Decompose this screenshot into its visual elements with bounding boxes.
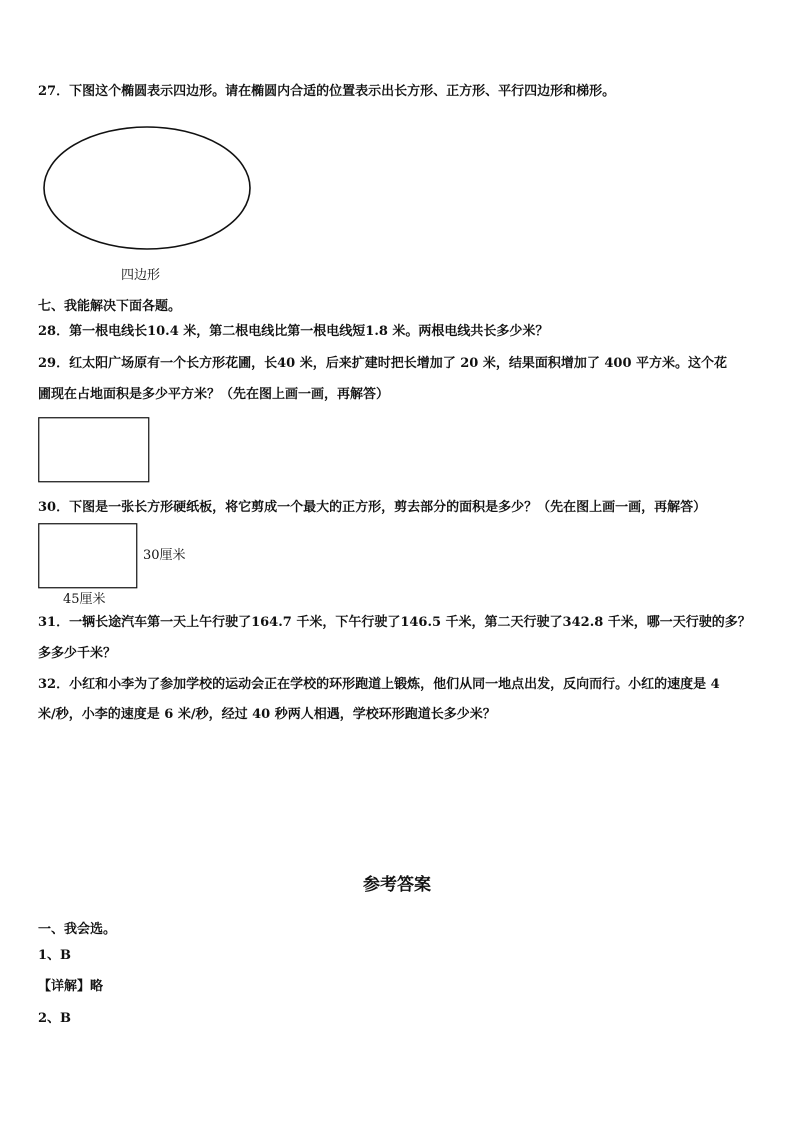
- cardboard-rectangle: [38, 523, 138, 589]
- height-label: 30厘米: [143, 548, 186, 563]
- answer-1-detail: 【详解】略: [38, 979, 104, 994]
- q32-text-line2: 米/秒，小李的速度是 6 米/秒，经过 40 秒两人相遇，学校环形跑道长多少米？: [38, 707, 496, 722]
- q27-text: 27．下图这个椭圆表示四边形。请在椭圆内合适的位置表示出长方形、正方形、平行四边形和梯形。: [38, 84, 616, 99]
- q31-text-line1: 31．一辆长途汽车第一天上午行驶了164.7 千米，下午行驶了146.5 千米，第二天行驶了342.8 千米，哪一天行驶的多？: [38, 615, 751, 630]
- q31-text-line2: 多多少千米？: [38, 646, 117, 661]
- section-heading: 七、我能解决下面各题。: [38, 299, 182, 314]
- answers-section-1: 一、我会选。: [38, 922, 117, 937]
- q29-text-line2: 圃现在占地面积是多少平方米？（先在图上画一画，再解答）: [38, 387, 390, 402]
- width-label: 45厘米: [63, 592, 106, 607]
- flowerbed-rectangle: [38, 417, 150, 483]
- q28-text: 28．第一根电线长10.4 米，第二根电线比第一根电线短1.8 米。两根电线共长多少米？: [38, 324, 549, 339]
- q29-text-line1: 29．红太阳广场原有一个长方形花圃，长40 米，后来扩建时把长增加了 20 米，结果面积增加了 400 平方米。这个花: [38, 356, 728, 371]
- q32-text-line1: 32．小红和小李为了参加学校的运动会正在学校的环形跑道上锻炼，他们从同一地点出发，反向而行。小红的速度是 4: [38, 677, 720, 692]
- answer-1: 1、B: [38, 948, 72, 963]
- q30-text: 30．下图是一张长方形硬纸板，将它剪成一个最大的正方形，剪去部分的面积是多少？（先在图上画一画，再解答）: [38, 500, 707, 515]
- answers-title: 参考答案: [363, 875, 431, 895]
- answer-2: 2、B: [38, 1011, 72, 1026]
- quadrilateral-ellipse: [40, 124, 254, 252]
- ellipse-label: 四边形: [121, 268, 161, 283]
